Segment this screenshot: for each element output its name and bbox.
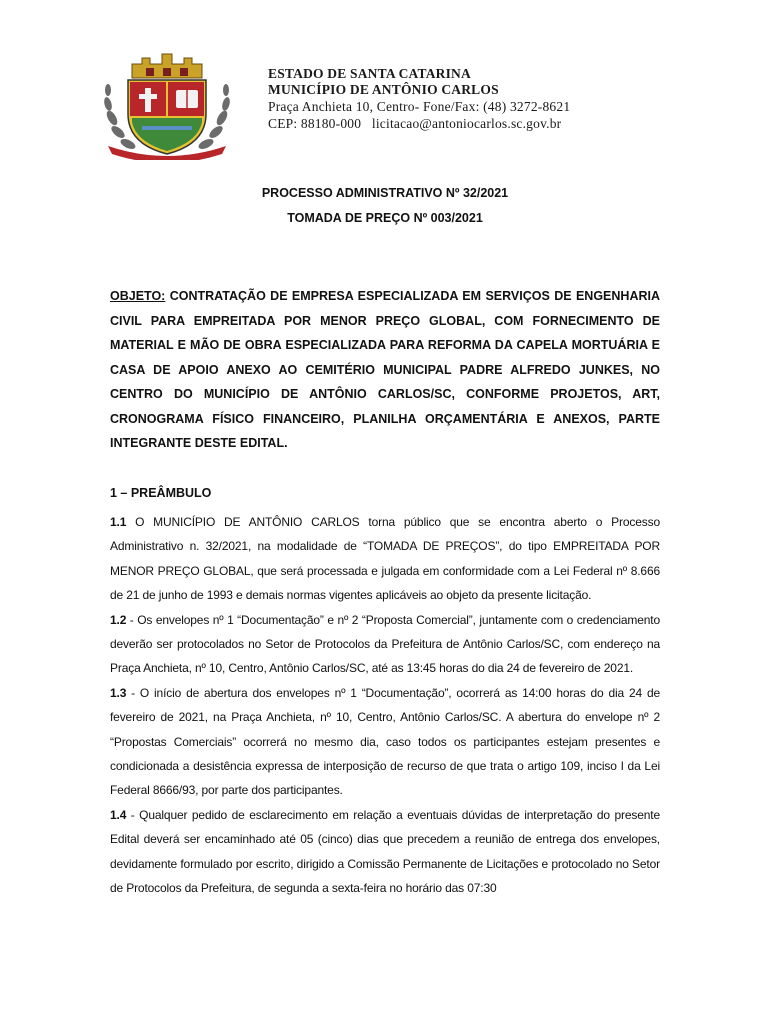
objeto-text: CONTRATAÇÃO DE EMPRESA ESPECIALIZADA EM SERVIÇOS DE ENGENHARIA CIVIL PARA EMPREITADA POR MENOR PREÇO GLOBAL, COM FORNECIMENTO DE MATERIAL E MÃO DE OBRA ESPECIALIZADA PARA REFORMA DA CAPELA MORTUÁRIA E CASA DE APOIO ANEXO AO CEMITÉRIO MUNICIPAL PADRE ALFREDO JUNKES, NO CENTRO DO MUNICÍPIO DE ANTÔNIO CARLOS/SC, CONFORME PROJETOS, ART, CRONOGRAMA FÍSICO FINANCEIRO, PLANILHA ORÇAMENTÁRIA E ANEXOS, PARTE INTEGRANTE DESTE EDITAL.	[110, 289, 660, 450]
clause-number: 1.2	[110, 612, 127, 627]
objeto-label: OBJETO:	[110, 289, 166, 303]
section-title: 1 – PREÂMBULO	[110, 486, 212, 500]
clause-text: - O início de abertura dos envelopes nº 1 “Documentação”, ocorrerá as 14:00 horas do dia 24 de fevereiro de 2021, na Praça Anchieta, nº 10, Centro, Antônio Carlos/SC. A abertura do envelope nº 2 “Propostas Comerciais” ocorrerá no mesmo dia, caso todos os participantes estejam presentes e condicionada a desistência expressa de interposição de recurso de que trata o artigo 109, inciso I da Lei Federal 8666/93, por parte dos participantes.	[110, 685, 660, 798]
tender-number: TOMADA DE PREÇO Nº 003/2021	[287, 211, 483, 225]
objeto-paragraph	[110, 284, 660, 456]
mural-crown	[132, 54, 202, 78]
letterhead	[268, 66, 570, 132]
clause-text: - Qualquer pedido de esclarecimento em relação a eventuais dúvidas de interpretação do presente Edital deverá ser encaminhado até 05 (cinco) dias que precedem a reunião de entrega dos envelopes, devidamente formulado por escrito, dirigido a Comissão Permanente de Licitações e protocolado no Setor de Protocolos da Prefeitura, de segunda a sexta-feira no horário das 07:30	[110, 807, 660, 896]
clause-number: 1.3	[110, 685, 127, 700]
paragraph-1-1	[110, 510, 660, 608]
shield	[128, 80, 206, 154]
paragraph-1-4	[110, 803, 660, 901]
clause-text: O MUNICÍPIO DE ANTÔNIO CARLOS torna público que se encontra aberto o Processo Administrativo n. 32/2021, na modalidade de “TOMADA DE PREÇOS”, do tipo EMPREITADA POR MENOR PREÇO GLOBAL, que será processada e julgada em conformidade com a Lei Federal nº 8.666 de 21 de junho de 1993 e demais normas vigentes aplicáveis ao objeto da presente licitação.	[110, 515, 660, 603]
clause-number: 1.1	[110, 515, 127, 529]
paragraph-1-2	[110, 608, 660, 681]
paragraph-1-3	[110, 681, 660, 803]
letterhead-state: ESTADO DE SANTA CATARINA	[268, 66, 471, 81]
cross-icon	[145, 88, 151, 112]
clause-number: 1.4	[110, 807, 127, 822]
clause-text: - Os envelopes nº 1 “Documentação” e nº 2 “Proposta Comercial”, juntamente com o credenciamento deverão ser protocolados no Setor de Protocolos da Prefeitura de Antônio Carlos/SC, com endereço na Praça Anchieta, nº 10, Centro, Antônio Carlos/SC, até as 13:45 horas do dia 24 de fevereiro de 2021.	[110, 612, 660, 676]
preamble-body	[110, 510, 660, 901]
letterhead-cep-email: CEP: 88180-000 licitacao@antoniocarlos.sc.gov.br	[268, 116, 562, 131]
process-number: PROCESSO ADMINISTRATIVO Nº 32/2021	[261, 186, 509, 200]
letterhead-address: Praça Anchieta 10, Centro- Fone/Fax: (48) 3272-8621	[268, 99, 571, 114]
municipal-coat-of-arms	[98, 48, 236, 160]
letterhead-municipality: MUNICÍPIO DE ANTÔNIO CARLOS	[268, 82, 499, 97]
